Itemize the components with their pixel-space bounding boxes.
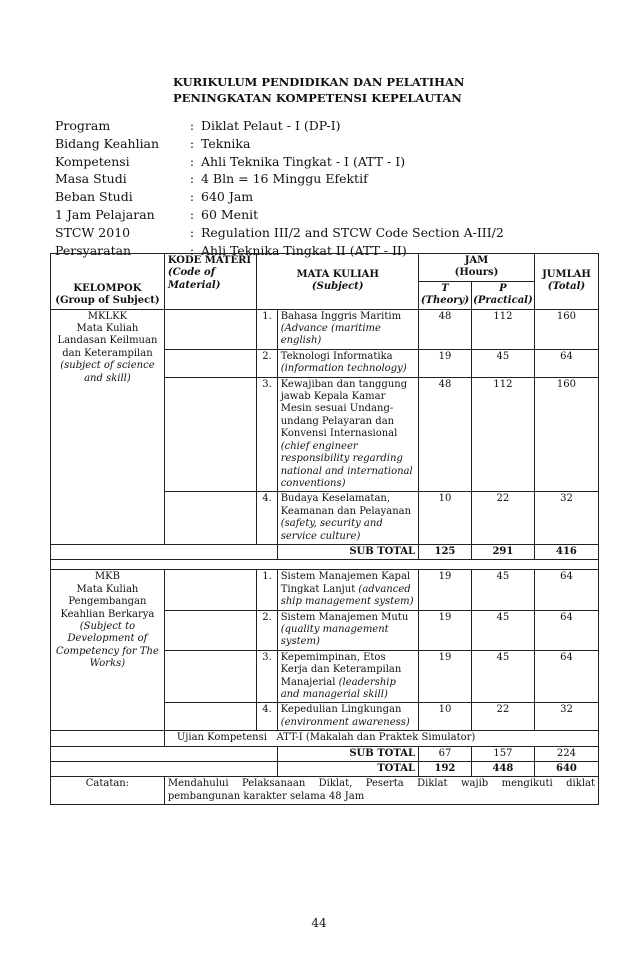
program-info — [55, 118, 504, 260]
group-mklkk: MKLKK Mata Kuliah Landasan Keilmuan dan Keterampilan (subject of science and skill) — [51, 309, 165, 544]
info-row: Kompetensi : Ahli Teknika Tingkat - I (ATT - I) — [55, 153, 406, 169]
info-row: Masa Studi : 4 Bln = 16 Minggu Efektif — [55, 171, 368, 187]
document-title — [173, 74, 464, 106]
header-mata-kuliah: MATA KULIAH (Subject) — [257, 254, 419, 310]
table-row: 2. Sistem Manajemen Mutu (quality management system) 19 45 64 — [51, 610, 599, 650]
header-kode: KODE MATERI (Code of Material) — [164, 254, 257, 310]
info-row: Beban Studi : 640 Jam — [55, 189, 254, 205]
table-row: 4. Kepedulian Lingkungan (environment awareness) 10 22 32 — [51, 703, 599, 731]
table-row: 3. Kewajiban dan tanggung jawab Kepala Kamar Mesin sesuai Undang-undang Pelayaran dan Konvensi Internasional (chief engineer responsibility regarding national and international conventions) 48 112 160 — [51, 377, 599, 492]
header-jam: JAM (Hours) — [419, 254, 535, 282]
info-row: Program : Diklat Pelaut - I (DP-I) — [55, 118, 341, 133]
header-theory: T (Theory) — [419, 281, 472, 309]
title-line-2: PENINGKATAN KOMPETENSI KEPELAUTAN — [173, 91, 462, 105]
table-row: MKLKK Mata Kuliah Landasan Keilmuan dan Keterampilan (subject of science and skill) 1. Bahasa Inggris Maritim (Advance (maritime english) 48 112 160 — [51, 309, 599, 349]
separator-row — [51, 560, 599, 570]
group-mkb: MKB Mata Kuliah Pengembangan Keahlian Berkarya (Subject to Development of Competency for The Works) — [51, 570, 165, 731]
ujian-row: Ujian Kompetensi ATT-I (Makalah dan Praktek Simulator) — [51, 731, 599, 746]
header-practical: P (Practical) — [471, 281, 534, 309]
table-row: 3. Kepemimpinan, Etos Kerja dan Keterampilan Manajerial (leadership and managerial skill) 19 45 64 — [51, 650, 599, 703]
total-row: TOTAL 192 448 640 — [51, 762, 599, 777]
info-row: Persyaratan : Ahli Teknika Tingkat II (ATT - II) — [55, 242, 407, 258]
table-header — [51, 254, 599, 282]
subtotal-row: SUB TOTAL 67 157 224 — [51, 746, 599, 761]
header-kelompok: KELOMPOK (Group of Subject) — [51, 254, 165, 310]
catatan-row: Catatan: Mendahului Pelaksanaan Diklat, Peserta Diklat wajib mengikuti diklat pembangunan karakter selama 48 Jam — [51, 777, 599, 805]
info-row: Bidang Keahlian : Teknika — [55, 135, 251, 151]
header-jumlah: JUMLAH (Total) — [534, 254, 598, 310]
curriculum-table — [50, 253, 599, 805]
subtotal-row: SUB TOTAL 125 291 416 — [51, 544, 599, 559]
title-line-1: KURIKULUM PENDIDIKAN DAN PELATIHAN — [173, 75, 465, 89]
table-row: MKB Mata Kuliah Pengembangan Keahlian Berkarya (Subject to Development of Competency for The Works) 1. Sistem Manajemen Kapal Tingkat Lanjut (advanced ship management system) 19 45 64 — [51, 570, 599, 610]
page-number: 44 — [311, 916, 327, 930]
info-row: 1 Jam Pelajaran : 60 Menit — [55, 206, 259, 222]
table-row: 2. Teknologi Informatika (information technology) 19 45 64 — [51, 349, 599, 377]
info-row: STCW 2010 : Regulation III/2 and STCW Code Section A-III/2 — [55, 224, 504, 240]
table-row: 4. Budaya Keselamatan, Keamanan dan Pelayanan (safety, security and service culture) 10 22 32 — [51, 492, 599, 545]
